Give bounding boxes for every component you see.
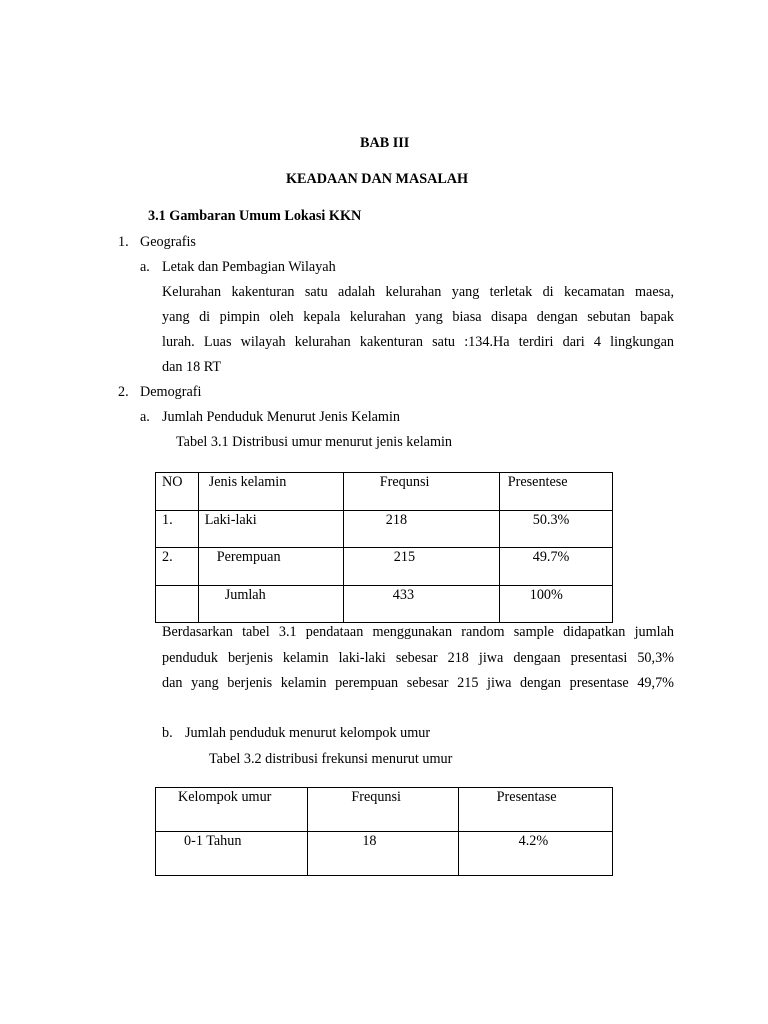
table-cell: 433 bbox=[392, 587, 415, 603]
table-cell: 4.2% bbox=[518, 833, 549, 849]
list-number-2: 2. bbox=[118, 384, 129, 400]
table-cell: Laki-laki bbox=[204, 512, 257, 528]
table-cell: 2. bbox=[162, 549, 173, 565]
chapter-heading: BAB III bbox=[360, 135, 410, 151]
table-cell: Perempuan bbox=[216, 549, 281, 565]
table-cell: 18 bbox=[362, 833, 377, 849]
table-header-row bbox=[156, 788, 613, 832]
table1-caption: Tabel 3.1 Distribusi umur menurut jenis kelamin bbox=[176, 434, 453, 450]
table-header-cell: Frequnsi bbox=[351, 789, 401, 805]
sublist-label-kelompok-umur: Jumlah penduduk menurut kelompok umur bbox=[185, 725, 431, 741]
table-header-cell: Presentese bbox=[507, 474, 568, 490]
sublist-letter-b: b. bbox=[162, 725, 173, 741]
list-label-demografi: Demografi bbox=[140, 384, 202, 400]
sublist-letter-a: a. bbox=[140, 259, 150, 275]
sublist-label-letak: Letak dan Pembagian Wilayah bbox=[162, 259, 336, 275]
paragraph-line: yang di pimpin oleh kepala kelurahan yang biasa disapa dengan sebutan bapak bbox=[162, 309, 674, 325]
table-row bbox=[156, 511, 613, 548]
paragraph-line: Berdasarkan tabel 3.1 pendataan menggunakan random sample didapatkan jumlah bbox=[162, 624, 674, 640]
section-heading: 3.1 Gambaran Umum Lokasi KKN bbox=[148, 208, 362, 224]
table-header-cell: Kelompok umur bbox=[178, 789, 272, 805]
list-number-1: 1. bbox=[118, 234, 129, 250]
table-header-cell: NO bbox=[162, 474, 183, 490]
table-cell: 1. bbox=[162, 512, 173, 528]
sublist-letter-a: a. bbox=[140, 409, 150, 425]
chapter-title: KEADAAN DAN MASALAH bbox=[286, 171, 469, 187]
list-label-geografis: Geografis bbox=[140, 234, 196, 250]
table-row bbox=[156, 548, 613, 586]
table-header-cell: Jenis kelamin bbox=[208, 474, 287, 490]
sublist-label-jenis-kelamin: Jumlah Penduduk Menurut Jenis Kelamin bbox=[162, 409, 401, 425]
paragraph-line: penduduk berjenis kelamin laki-laki sebesar 218 jiwa dengaan presentasi 50,3% bbox=[162, 650, 674, 666]
table-header-row bbox=[156, 473, 613, 511]
table-cell: 0-1 Tahun bbox=[184, 833, 242, 849]
table-cell: 50.3% bbox=[532, 512, 570, 528]
table-header-cell: Presentase bbox=[496, 789, 557, 805]
table-cell: 100% bbox=[529, 587, 563, 603]
table-kelompok-umur bbox=[155, 787, 613, 876]
table-cell: 49.7% bbox=[532, 549, 570, 565]
table-cell: 218 bbox=[385, 512, 408, 528]
paragraph-line: dan yang berjenis kelamin perempuan sebesar 215 jiwa dengan presentase 49,7% bbox=[162, 675, 674, 691]
table-row-total bbox=[156, 586, 613, 623]
table2-caption: Tabel 3.2 distribusi frekunsi menurut umur bbox=[209, 751, 453, 767]
paragraph-line: Kelurahan kakenturan satu adalah kelurahan yang terletak di kecamatan maesa, bbox=[162, 284, 674, 300]
paragraph-line: dan 18 RT bbox=[162, 359, 222, 375]
table-row bbox=[156, 832, 613, 876]
paragraph-line: lurah. Luas wilayah kelurahan kakenturan satu :134.Ha terdiri dari 4 lingkungan bbox=[162, 334, 674, 350]
table-cell: 215 bbox=[393, 549, 416, 565]
table-cell: Jumlah bbox=[224, 587, 266, 603]
table-header-cell: Frequnsi bbox=[379, 474, 430, 490]
table-jenis-kelamin bbox=[155, 472, 613, 623]
